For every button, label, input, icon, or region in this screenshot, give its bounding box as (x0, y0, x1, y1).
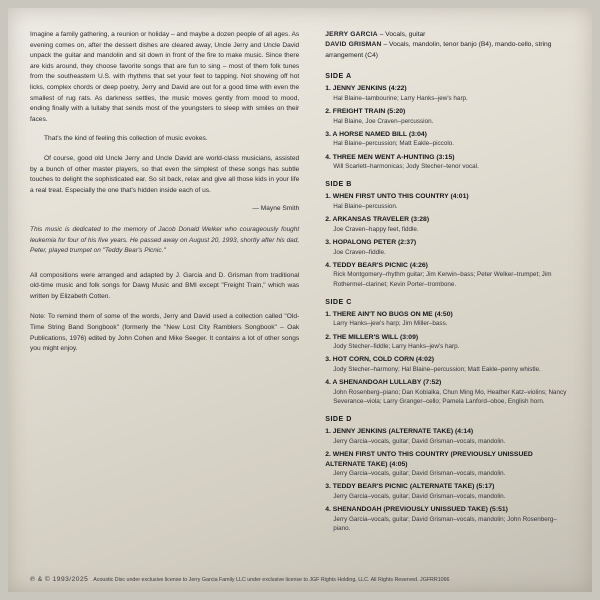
track-credit: Rick Montgomery–rhythm guitar; Jim Kerwin–bass; Peter Welker–trumpet; Jim Rothermel–clarinet; Kevin Porter–trombone. (333, 271, 552, 288)
arrangement-credit-block: All compositions were arranged and adapted by J. Garcia and D. Grisman from traditional old-time music and folk songs for Dawg Music and BMI except "Freight Train," which was written by Elizabeth Cotten. (30, 271, 300, 300)
side-heading-a: SIDE A (325, 72, 352, 81)
track-b1 (325, 192, 570, 211)
left-column (30, 30, 299, 537)
track-title: 4. A SHENANDOAH LULLABY (7:52) (325, 379, 442, 387)
credit-line-garcia (325, 30, 570, 40)
artist-role-garcia: – Vocals, guitar (377, 31, 426, 38)
track-d1 (325, 427, 570, 446)
artist-name-garcia: JERRY GARCIA (325, 31, 378, 38)
copyright-footer (30, 576, 570, 584)
liner-notes-signature: — Mayne Smith (252, 205, 300, 213)
track-d2 (325, 450, 570, 478)
artist-role-grisman: – Vocals, mandolin, tenor banjo (B4), mando-cello, string arrangement (C4) (325, 41, 552, 59)
track-credit: Jody Stecher–harmony; Hal Blaine–percussion; Matt Eakle–penny whistle. (333, 365, 541, 373)
track-credit: John Rosenberg–piano; Dan Kobialka, Chun Ming Mo, Heather Katz–violins; Nancy Severance–viola; Larry Granger–cello; Pamela Lanford–oboe, English horn. (333, 388, 567, 405)
performer-credits (325, 30, 570, 61)
track-title: 3. HOPALONG PETER (2:37) (325, 239, 417, 246)
side-heading-b: SIDE B (325, 180, 352, 189)
track-title: 3. HOT CORN, COLD CORN (4:02) (325, 356, 434, 364)
track-credit: Hal Blaine, Joe Craven–percussion. (333, 117, 434, 125)
track-credit: Jerry Garcia–vocals, guitar; David Grisman–vocals, mandolin. (333, 492, 506, 500)
copyright-text: Acoustic Disc under exclusive license to Jerry Garcia Family LLC under exclusive license to JGF Rights Holding, LLC. All Rights Reserved. JGFRR1066 (93, 577, 450, 583)
track-credit: Hal Blaine–percussion; Matt Eakle–piccolo. (333, 140, 454, 148)
track-credit: Hal Blaine–percussion. (333, 203, 398, 210)
track-credit: Jerry Garcia–vocals, guitar; David Grisman–vocals, mandolin. (333, 437, 506, 445)
track-c1 (325, 310, 570, 329)
track-title: 3. TEDDY BEAR'S PICNIC (ALTERNATE TAKE) (5:17) (325, 483, 495, 491)
track-title: 1. JENNY JENKINS (ALTERNATE TAKE) (4:14) (325, 428, 474, 436)
track-title: 2. ARKANSAS TRAVELER (3:28) (325, 216, 430, 224)
track-b4 (325, 261, 570, 289)
side-heading-d: SIDE D (325, 415, 352, 424)
track-d3 (325, 482, 570, 501)
track-title: 2. THE MILLER'S WILL (3:09) (325, 333, 419, 341)
liner-paragraph-2: That's the kind of feeling this collection of music evokes. (44, 135, 208, 143)
track-b3 (325, 238, 570, 257)
dedication-text: This music is dedicated to the memory of Jacob Donald Welker who courageously fought leukemia for four of his five years. He passed away on August 20, 1993, shortly after his dad, Peter, played trumpet on "Teddy Bear's Picnic." (30, 226, 300, 255)
track-a2 (325, 107, 570, 126)
liner-notes-body (30, 30, 299, 196)
right-column (325, 30, 570, 537)
track-b2 (325, 215, 570, 234)
track-title: 1. THERE AIN'T NO BUGS ON ME (4:50) (325, 310, 453, 318)
track-credit: Larry Hanks–jew's harp; Jim Miller–bass. (333, 320, 448, 328)
track-title: 2. WHEN FIRST UNTO THIS COUNTRY (PREVIOUSLY UNISSUED ALTERNATE TAKE) (4:05) (325, 450, 533, 468)
track-title: 1. WHEN FIRST UNTO THIS COUNTRY (4:01) (325, 193, 469, 201)
songbook-note-block: Note: To remind them of some of the words, Jerry and David used a collection called "Old-Time String Band Songbook" (formerly the "New Lost City Ramblers Songbook" – Oak Publications, 1976) edited by John Cohen and Mike Seeger. It contains a lot of other songs you might enjoy. (30, 313, 300, 353)
track-credit: Jody Stecher–fiddle; Larry Hanks–jew's harp. (333, 343, 460, 351)
copyright-marks: ℗ & © 1993/2025 (30, 576, 89, 583)
track-d4 (325, 505, 570, 533)
track-title: 4. TEDDY BEAR'S PICNIC (4:26) (325, 261, 428, 269)
track-credit: Will Scarlett–harmonicas; Jody Stecher–tenor vocal. (333, 163, 479, 171)
track-a1 (325, 84, 570, 103)
track-a3 (325, 130, 570, 149)
artist-name-grisman: DAVID GRISMAN (325, 41, 382, 49)
liner-paragraph-1: Imagine a family gathering, a reunion or holiday – and maybe a dozen people of all ages. As evening comes on, after the dessert dishes are cleared away, Uncle Jerry and Uncle David unpack the guitar and mandolin and sit down in front of the fire to make music. Since there are kids around, they choose favorite songs that are fun to sing – most of them folk tunes from the southeastern U.S. with rhythms that set your feet to tapping. Not showing off hot licks, complex chords or deep poetry, Jerry and David are out for a good time with even the smallest of rug rats. As darkness settles, the music moves gently from mood to mood, ending finally with a lullaby that sends most of the youngsters to sleep with smiles on their faces. (30, 31, 300, 123)
liner-notes-page (30, 30, 570, 574)
two-column-layout (30, 30, 570, 537)
track-title: 2. FREIGHT TRAIN (5:20) (325, 108, 406, 116)
track-c3 (325, 355, 570, 374)
track-credit: Jerry Garcia–vocals, guitar; David Grisman–vocals, mandolin. (333, 470, 506, 478)
track-title: 1. JENNY JENKINS (4:22) (325, 85, 407, 93)
side-heading-c: SIDE C (325, 297, 352, 306)
track-credit: Joe Craven–happy feet, fiddle. (333, 225, 419, 233)
track-credit: Joe Craven–fiddle. (333, 248, 386, 256)
track-title: 4. THREE MEN WENT A-HUNTING (3:15) (325, 153, 455, 161)
liner-paragraph-3: Of course, good old Uncle Jerry and Uncle David are world-class musicians, assisted by a bunch of other master players, so that even the simplest of these songs has subtle touches to delight the sophisticated ear. So sit back, relax and give all those kids in your life a real treat. Especially the one that's hidden inside each of us. (30, 154, 300, 194)
album-sleeve (8, 8, 592, 592)
credit-line-grisman (325, 40, 570, 61)
track-credit: Hal Blaine–tambourine; Larry Hanks–jew's harp. (333, 94, 468, 102)
track-a4 (325, 153, 570, 172)
track-c2 (325, 333, 570, 352)
track-c4 (325, 378, 570, 406)
track-title: 3. A HORSE NAMED BILL (3:04) (325, 130, 427, 138)
track-credit: Jerry Garcia–vocals, guitar; David Grisman–vocals, mandolin; John Rosenberg–piano. (333, 515, 557, 532)
track-title: 4. SHENANDOAH (PREVIOUSLY UNISSUED TAKE) (5:51) (325, 506, 508, 514)
